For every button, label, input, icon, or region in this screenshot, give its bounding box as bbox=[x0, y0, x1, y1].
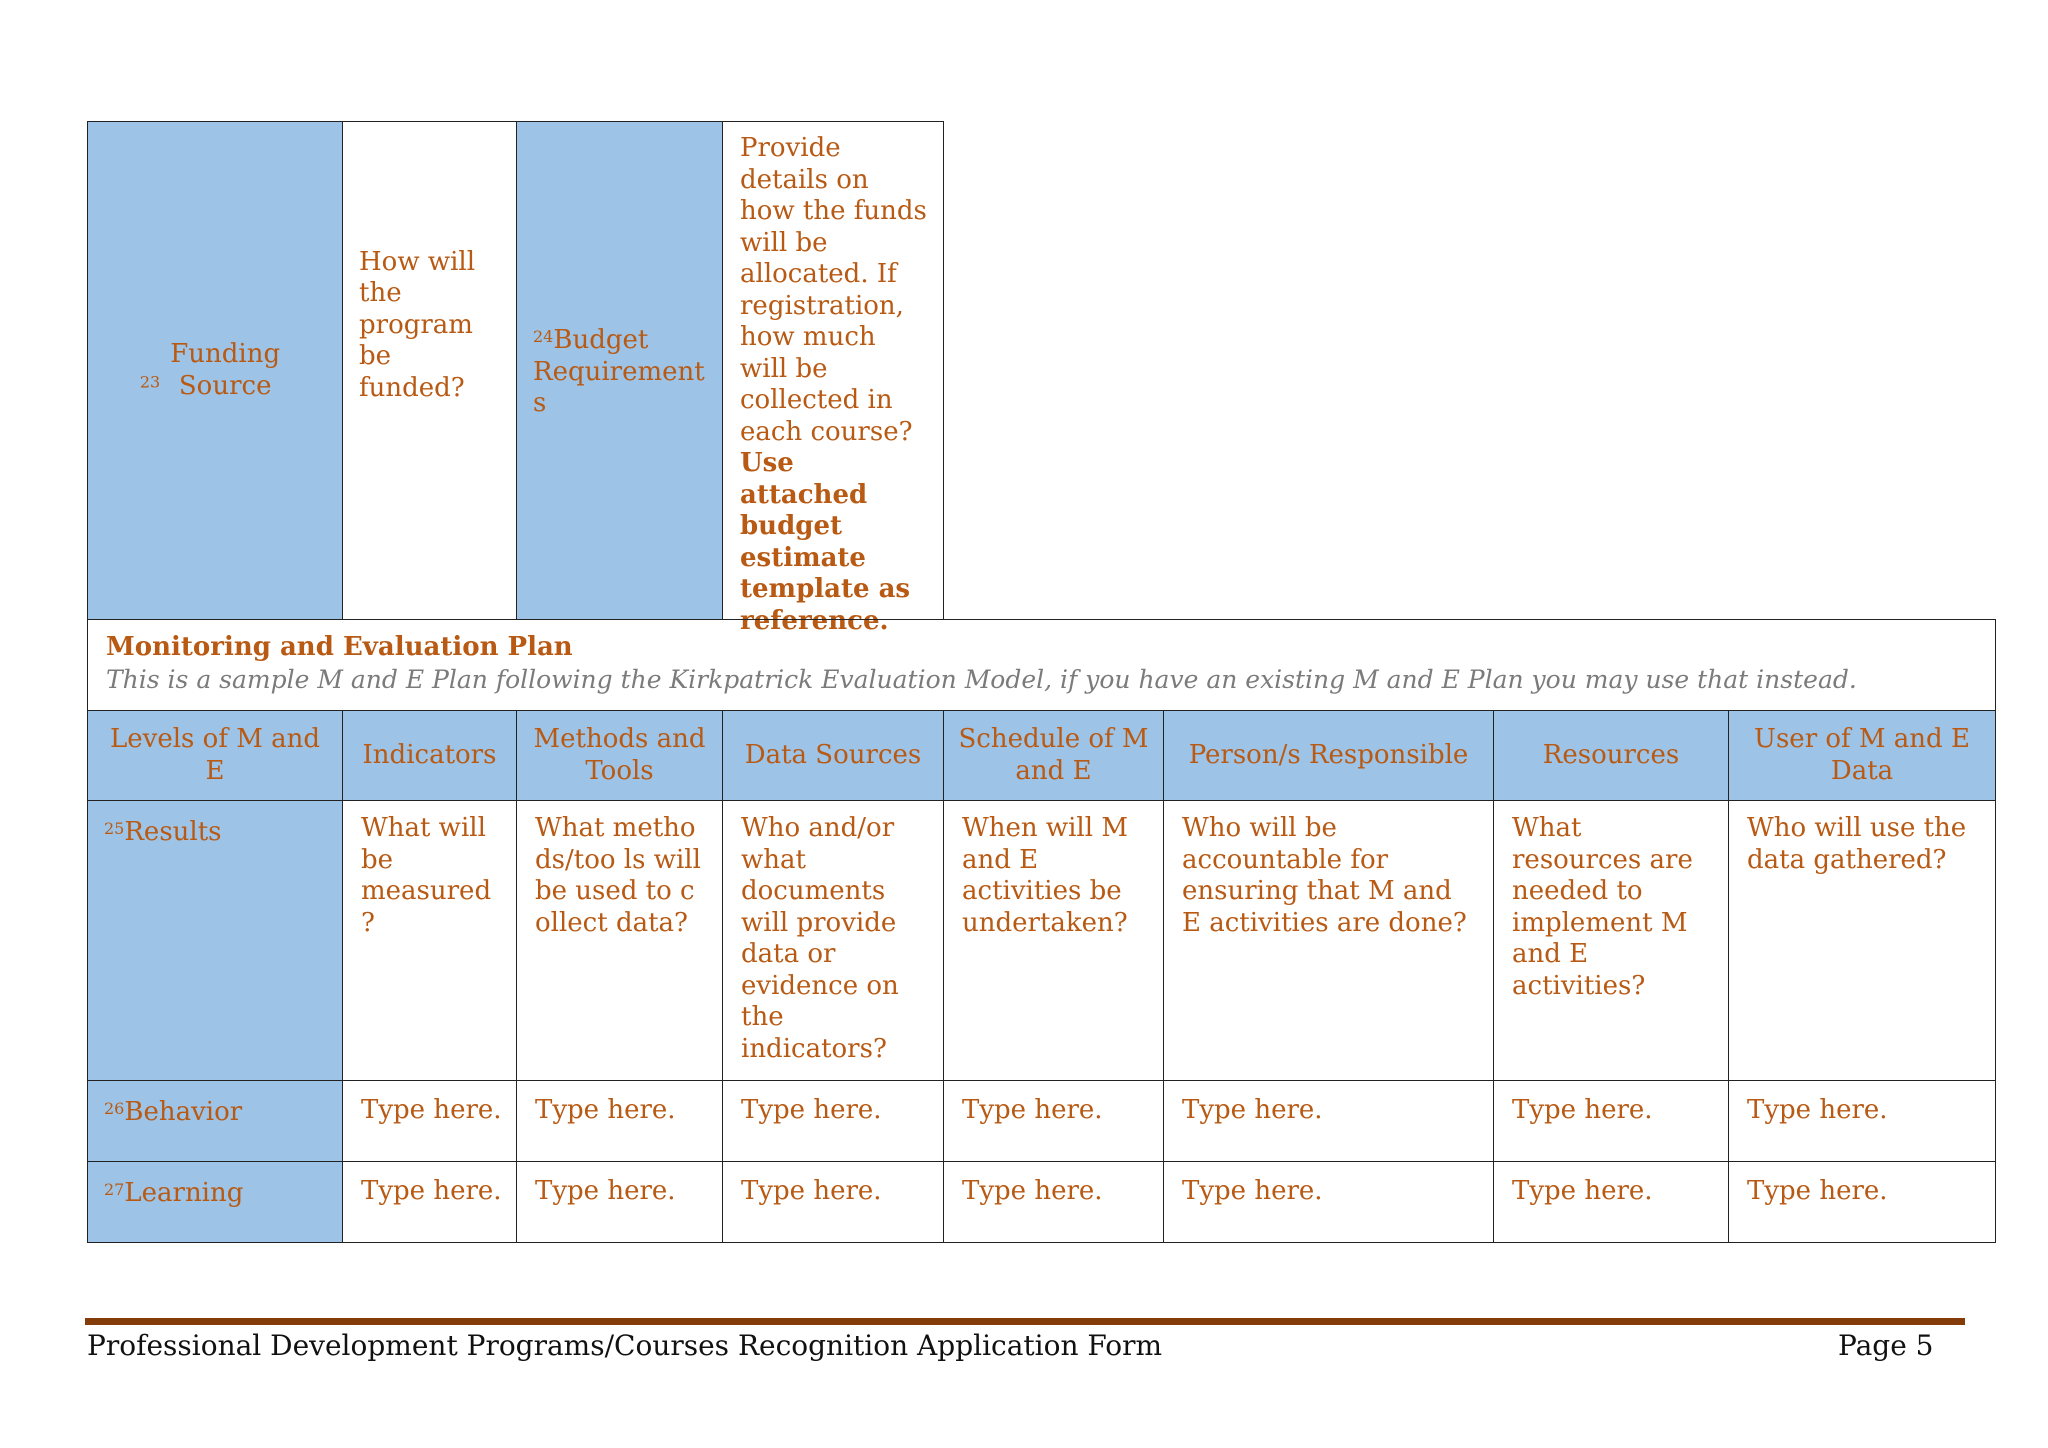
behavior-indicators-input[interactable]: Type here. bbox=[342, 1080, 517, 1162]
level-behavior-cell bbox=[87, 1080, 343, 1162]
budget-description-text: Provide details on how the funds will be allocated. If registration, how much will be collected in each course? bbox=[740, 133, 927, 447]
footer-rule bbox=[85, 1318, 1965, 1325]
level-learning-label: Learning bbox=[124, 1178, 244, 1208]
budget-requirements-label: $^{24}$Budget Requirement s bbox=[533, 325, 705, 419]
me-plan-note: This is a sample M and E Plan following the Kirkpatrick Evaluation Model, if you have an existing M and E Plan you may use that instead. bbox=[106, 664, 1857, 694]
behavior-responsible-input[interactable]: Type here. bbox=[1163, 1080, 1494, 1162]
level-behavior-label: Behavior bbox=[124, 1097, 243, 1127]
learning-indicators-input[interactable]: Type here. bbox=[342, 1161, 517, 1243]
results-schedule-cell[interactable]: When will M and E activities be undertaken? bbox=[943, 800, 1164, 1081]
results-methods-cell[interactable]: What methods/too ls will be used to collect data? bbox=[516, 800, 723, 1081]
footnote-24: 24 bbox=[533, 327, 554, 347]
footer-form-title: Professional Development Programs/Courses Recognition Application Form bbox=[87, 1329, 1163, 1362]
results-responsible-cell[interactable]: Who will be accountable for ensuring that M and E activities are done? bbox=[1163, 800, 1494, 1081]
behavior-schedule-input[interactable]: Type here. bbox=[943, 1080, 1164, 1162]
budget-requirements-label-cell bbox=[516, 121, 723, 620]
footnote-23: 23 bbox=[139, 372, 161, 392]
behavior-resources-input[interactable]: Type here. bbox=[1493, 1080, 1729, 1162]
level-results-label: Results bbox=[124, 817, 222, 847]
header-resources: Resources bbox=[1493, 710, 1729, 801]
learning-methods-input[interactable]: Type here. bbox=[516, 1161, 723, 1243]
budget-description-cell[interactable] bbox=[722, 121, 944, 636]
header-methods-tools: Methods and Tools bbox=[516, 710, 723, 801]
learning-resources-input[interactable]: Type here. bbox=[1493, 1161, 1729, 1243]
results-resources-cell[interactable]: What resources are needed to implement M and E activities? bbox=[1493, 800, 1729, 1081]
footnote-25: 25 bbox=[104, 819, 125, 838]
level-results-cell bbox=[87, 800, 343, 1081]
header-schedule: Schedule of M and E bbox=[943, 710, 1164, 801]
funding-source-label: $^{23}$Funding Source bbox=[139, 339, 281, 401]
header-data-sources: Data Sources bbox=[722, 710, 944, 801]
results-data-sources-cell[interactable]: Who and/or what documents will provide data or evidence on the indicators? bbox=[722, 800, 944, 1081]
results-indicators-cell[interactable]: What will be measured ? bbox=[342, 800, 517, 1081]
funding-question-cell[interactable] bbox=[342, 121, 517, 620]
behavior-user-input[interactable]: Type here. bbox=[1728, 1080, 1996, 1162]
funding-source-label-cell bbox=[87, 121, 343, 620]
footnote-27: 27 bbox=[104, 1180, 125, 1199]
header-levels: Levels of M and E bbox=[87, 710, 343, 801]
header-indicators: Indicators bbox=[342, 710, 517, 801]
learning-schedule-input[interactable]: Type here. bbox=[943, 1161, 1164, 1243]
learning-responsible-input[interactable]: Type here. bbox=[1163, 1161, 1494, 1243]
header-persons-responsible: Person/s Responsible bbox=[1163, 710, 1494, 801]
budget-template-note: Use attached budget estimate template as reference. bbox=[740, 448, 911, 636]
behavior-data-sources-input[interactable]: Type here. bbox=[722, 1080, 944, 1162]
learning-user-input[interactable]: Type here. bbox=[1728, 1161, 1996, 1243]
me-plan-title: Monitoring and Evaluation Plan bbox=[106, 632, 573, 662]
behavior-methods-input[interactable]: Type here. bbox=[516, 1080, 723, 1162]
funding-question-text: How will the program be funded? bbox=[359, 246, 476, 403]
footer-page-number: Page 5 bbox=[1838, 1329, 1934, 1362]
footnote-26: 26 bbox=[104, 1099, 125, 1118]
me-plan-title-cell bbox=[87, 619, 1996, 711]
learning-data-sources-input[interactable]: Type here. bbox=[722, 1161, 944, 1243]
header-user-of-data: User of M and E Data bbox=[1728, 710, 1996, 801]
level-learning-cell bbox=[87, 1161, 343, 1243]
results-user-cell[interactable]: Who will use the data gathered? bbox=[1728, 800, 1996, 1081]
